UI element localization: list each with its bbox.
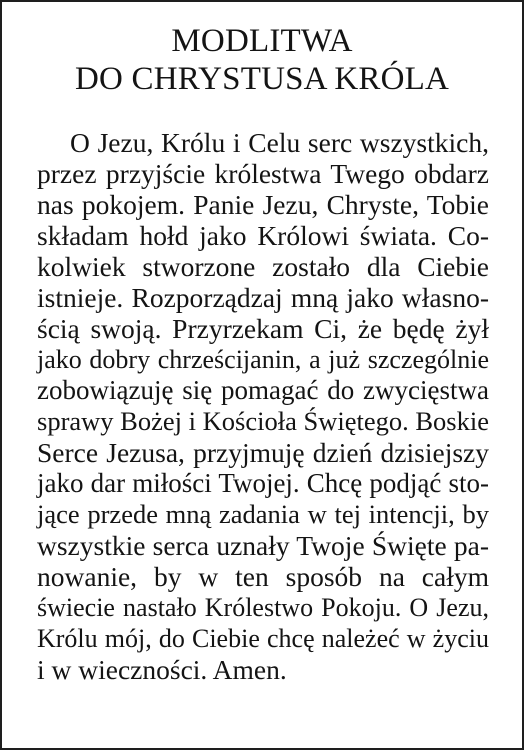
prayer-line: istnieje. Rozporządzaj mną jako własno-: [37, 282, 489, 313]
prayer-line: składam hołd jako Królowi świata. Co-: [37, 220, 489, 251]
prayer-line: nowanie, by w ten sposób na całym: [37, 561, 489, 592]
prayer-line: Królu mój, do Ciebie chcę należeć w życiu: [37, 624, 489, 653]
prayer-line: nas pokojem. Panie Jezu, Chryste, Tobie: [37, 189, 489, 220]
prayer-line: O Jezu, Królu i Celu serc wszystkich,: [70, 127, 489, 158]
prayer-line: sprawy Bożej i Kościoła Świętego. Boskie: [37, 406, 489, 436]
prayer-line: świecie nastało Królestwo Pokoju. O Jezu,: [37, 593, 489, 622]
prayer-line: jako dar miłości Twojej. Chcę podjąć sto-: [37, 468, 489, 498]
prayer-line: przez przyjście królestwa Twego obdarz: [37, 158, 489, 189]
prayer-line: kolwiek stworzone zostało dla Ciebie: [37, 251, 489, 282]
title-line-2: DO CHRYSTUSA KRÓLA: [75, 61, 449, 97]
prayer-line: Serce Jezusa, przyjmuję dzień dzisiejszy: [37, 437, 489, 468]
prayer-line: jako dobry chrześcijanin, a już szczególnie: [37, 345, 489, 374]
prayer-line: wszystkie serca uznały Twoje Święte pa-: [37, 530, 489, 561]
prayer-line: i w wieczności. Amen.: [37, 654, 287, 685]
prayer-line: jące przede mną zadania w tej intencji, by: [37, 499, 489, 529]
title-line-1: MODLITWA: [171, 23, 353, 59]
prayer-line: ścią swoją. Przyrzekam Ci, że będę żył: [37, 313, 489, 344]
prayer-line: zobowiązuję się pomagać do zwycięstwa: [37, 375, 489, 405]
